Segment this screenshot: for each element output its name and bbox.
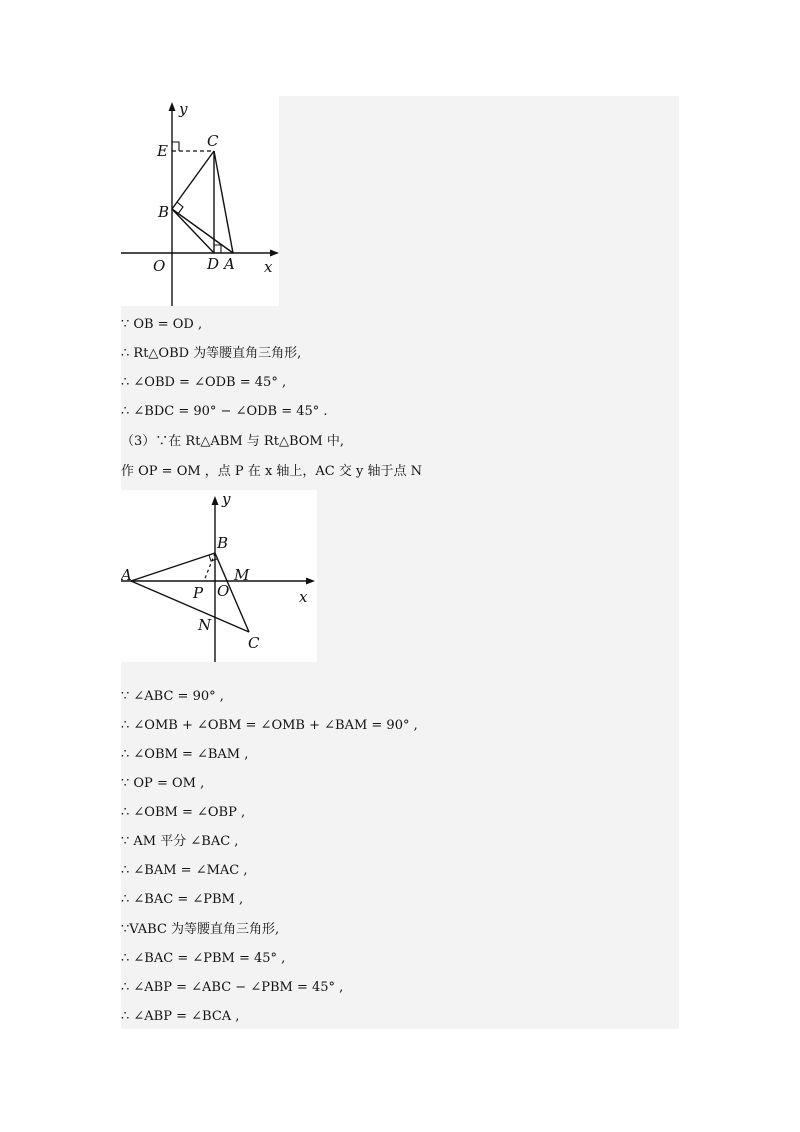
- label-m: M: [234, 566, 250, 584]
- label-x: x: [264, 258, 273, 276]
- text-line-15: ∵VABC 为等腰直角三角形,: [121, 922, 280, 937]
- right-angle-e: [172, 142, 179, 151]
- text-line-4: ∴ ∠BDC = 90° − ∠ODB = 45° .: [121, 404, 328, 419]
- text-line-11: ∴ ∠OBM = ∠OBP ,: [121, 805, 246, 820]
- figure-1-coordinate-diagram: [121, 96, 279, 306]
- x-axis-arrow: [270, 250, 279, 257]
- y-axis-arrow: [212, 496, 219, 505]
- label-b: B: [158, 203, 170, 221]
- text-line-1: ∵ OB = OD ,: [121, 317, 203, 332]
- text-line-2: ∴ Rt△OBD 为等腰直角三角形,: [121, 346, 302, 361]
- label-x: x: [299, 588, 308, 606]
- label-a: A: [224, 255, 235, 273]
- label-c: C: [248, 634, 260, 652]
- segment-ca: [214, 151, 233, 253]
- segment-ac: [131, 581, 249, 632]
- text-line-9: ∴ ∠OBM = ∠BAM ,: [121, 747, 249, 762]
- label-d: D: [207, 255, 220, 273]
- figure-2-coordinate-diagram: [121, 490, 317, 662]
- label-o: O: [153, 257, 166, 275]
- segment-ba: [172, 209, 233, 253]
- solution-panel: [121, 96, 679, 1029]
- segment-bd: [172, 209, 214, 253]
- x-axis-arrow: [306, 578, 315, 585]
- text-line-3: ∴ ∠OBD = ∠ODB = 45° ,: [121, 375, 287, 390]
- label-n: N: [198, 616, 212, 634]
- label-p: P: [193, 584, 204, 602]
- right-angle-b: [177, 202, 183, 214]
- label-b: B: [217, 534, 229, 552]
- text-line-5: （3）∵在 Rt△ABM 与 Rt△BOM 中,: [121, 434, 344, 449]
- label-e: E: [157, 142, 168, 160]
- segment-ab: [131, 553, 215, 581]
- label-o: O: [217, 582, 230, 600]
- label-c: C: [207, 132, 219, 150]
- text-line-12: ∵ AM 平分 ∠BAC ,: [121, 834, 239, 849]
- text-line-6: 作 OP = OM ，点 P 在 x 轴上，AC 交 y 轴于点 N: [121, 464, 422, 479]
- label-a: A: [121, 566, 132, 584]
- right-angle-d: [214, 245, 221, 253]
- label-y: y: [222, 490, 231, 508]
- text-line-10: ∵ OP = OM ,: [121, 776, 205, 791]
- figure-2-svg: [121, 490, 317, 662]
- text-line-7: ∵ ∠ABC = 90° ,: [121, 689, 224, 704]
- text-line-13: ∴ ∠BAM = ∠MAC ,: [121, 863, 248, 878]
- text-line-16: ∴ ∠BAC = ∠PBM = 45° ,: [121, 951, 286, 966]
- text-line-14: ∴ ∠BAC = ∠PBM ,: [121, 892, 244, 907]
- figure-1-svg: [121, 96, 279, 306]
- text-line-17: ∴ ∠ABP = ∠ABC − ∠PBM = 45° ,: [121, 980, 344, 995]
- segment-bc: [172, 151, 214, 209]
- text-line-18: ∴ ∠ABP = ∠BCA ,: [121, 1009, 240, 1024]
- text-line-8: ∴ ∠OMB + ∠OBM = ∠OMB + ∠BAM = 90° ,: [121, 718, 418, 733]
- y-axis-arrow: [169, 102, 176, 111]
- label-y: y: [179, 100, 188, 118]
